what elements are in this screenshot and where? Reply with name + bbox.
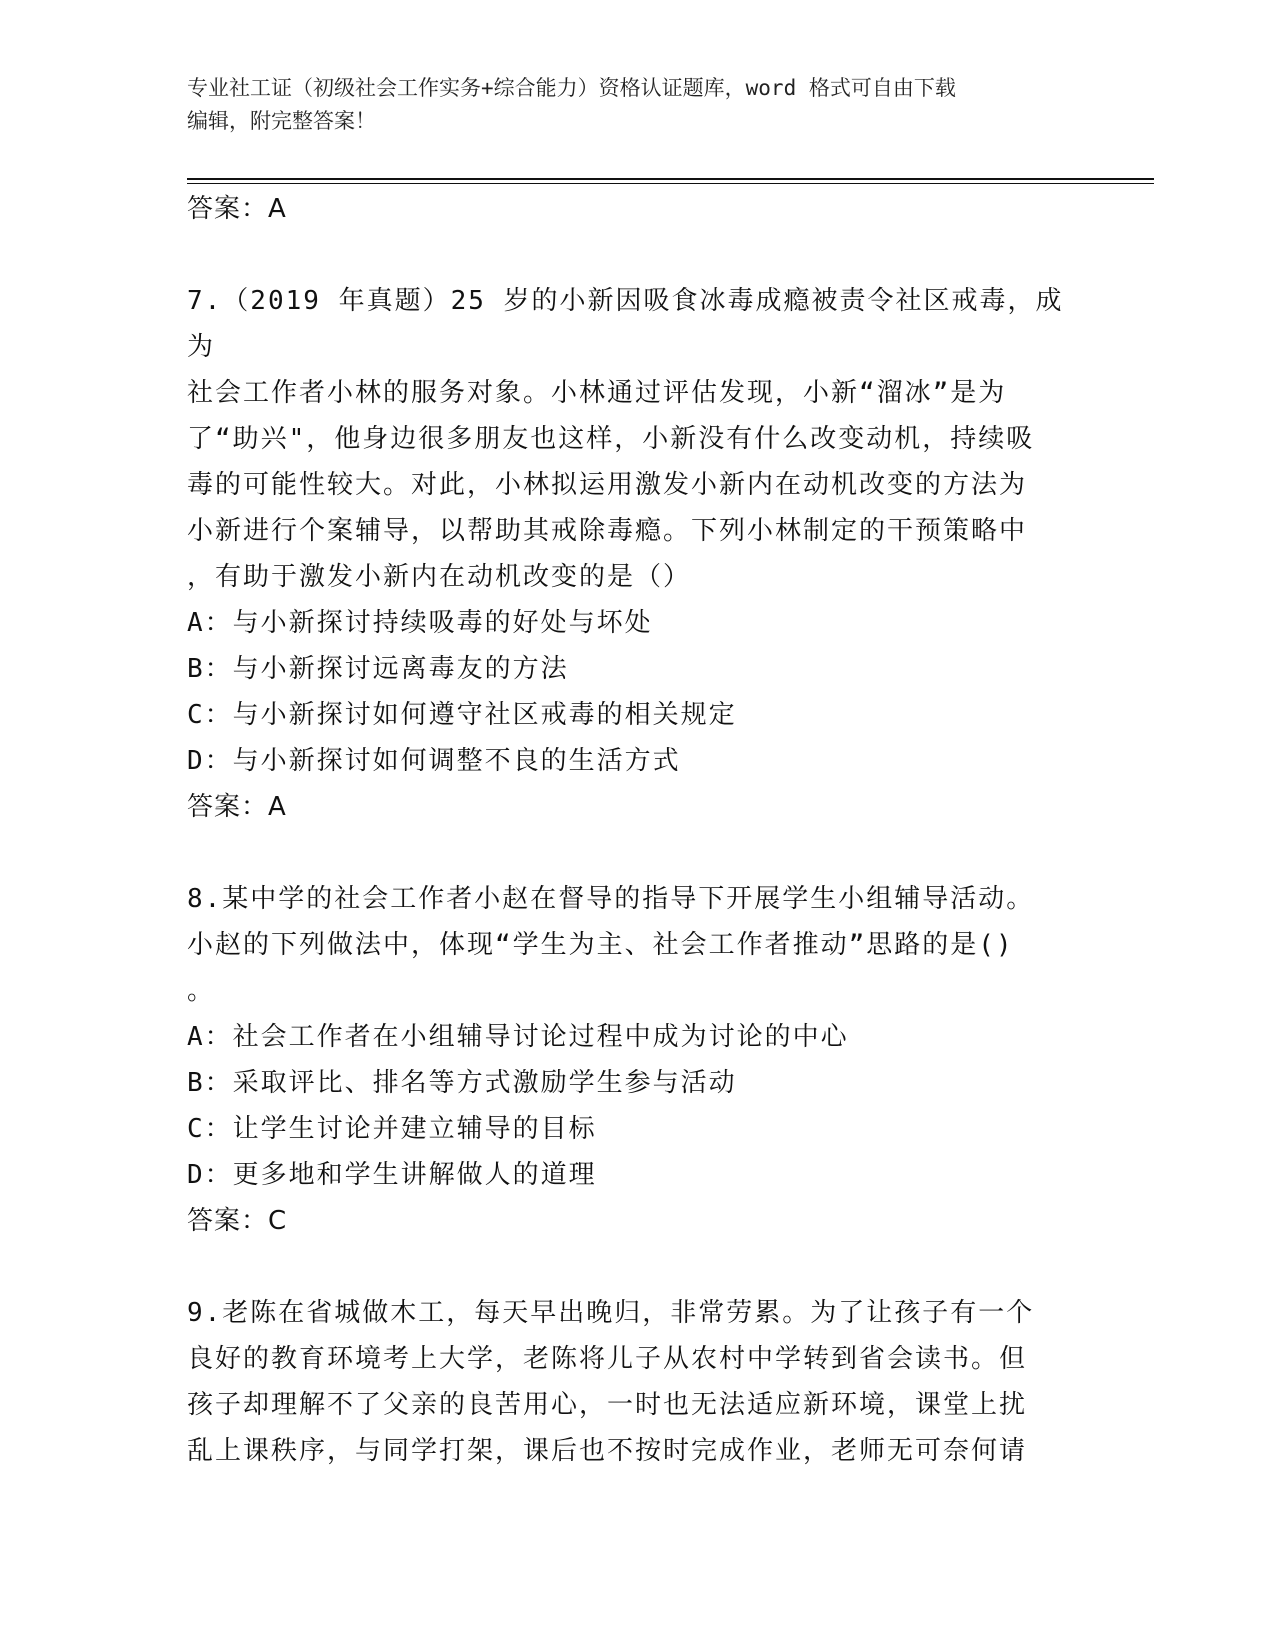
question-text-line: 毒的可能性较大。对此，小林拟运用激发小新内在动机改变的方法为 <box>187 470 1028 500</box>
option-c: C：让学生讨论并建立辅导的目标 <box>187 1114 597 1144</box>
spacer <box>187 232 1087 278</box>
previous-answer: 答案：A <box>187 194 287 224</box>
option-d: D：与小新探讨如何调整不良的生活方式 <box>187 746 681 776</box>
question-text-line: 小新进行个案辅导，以帮助其戒除毒瘾。下列小林制定的干预策略中 <box>187 516 1028 546</box>
question-text-line: 。 <box>187 976 216 1006</box>
question-7 <box>187 278 1087 830</box>
header-line-2: 编辑，附完整答案！ <box>187 109 376 133</box>
question-text-line: 乱上课秩序，与同学打架，课后也不按时完成作业，老师无可奈何请 <box>187 1436 1028 1466</box>
question-text-line: 社会工作者小林的服务对象。小林通过评估发现，小新“溜冰”是为 <box>187 378 1007 408</box>
answer: 答案：C <box>187 1206 288 1236</box>
option-b: B：与小新探讨远离毒友的方法 <box>187 654 569 684</box>
header-divider-thin <box>187 183 1154 184</box>
question-text-line: 良好的教育环境考上大学，老陈将儿子从农村中学转到省会读书。但 <box>187 1344 1028 1374</box>
question-text-line: 了“助兴"，他身边很多朋友也这样，小新没有什么改变动机，持续吸 <box>187 424 1035 454</box>
option-d: D：更多地和学生讲解做人的道理 <box>187 1160 597 1190</box>
spacer <box>187 1244 1087 1290</box>
header-line-1: 专业社工证（初级社会工作实务+综合能力）资格认证题库，word 格式可自由下载 <box>187 76 956 100</box>
option-c: C：与小新探讨如何遵守社区戒毒的相关规定 <box>187 700 737 730</box>
question-text-line: ，有助于激发小新内在动机改变的是（） <box>187 562 692 592</box>
option-a: A：社会工作者在小组辅导讨论过程中成为讨论的中心 <box>187 1022 849 1052</box>
spacer <box>187 830 1087 876</box>
question-text-line: 8.某中学的社会工作者小赵在督导的指导下开展学生小组辅导活动。 <box>187 884 1035 914</box>
question-text-line: 7.（2019 年真题）25 岁的小新因吸食冰毒成瘾被责令社区戒毒，成为 <box>187 286 1064 362</box>
option-a: A：与小新探讨持续吸毒的好处与坏处 <box>187 608 653 638</box>
header-divider-thick <box>187 178 1154 180</box>
question-text-line: 孩子却理解不了父亲的良苦用心，一时也无法适应新环境，课堂上扰 <box>187 1390 1028 1420</box>
question-text-line: 9.老陈在省城做木工，每天早出晚归，非常劳累。为了让孩子有一个 <box>187 1298 1035 1328</box>
document-header <box>187 72 1087 138</box>
answer: 答案：A <box>187 792 287 822</box>
question-text-line: 小赵的下列做法中，体现“学生为主、社会工作者推动”思路的是() <box>187 930 1014 960</box>
option-b: B：采取评比、排名等方式激励学生参与活动 <box>187 1068 737 1098</box>
question-8 <box>187 876 1087 1244</box>
question-9 <box>187 1290 1087 1474</box>
document-body <box>187 186 1087 1474</box>
